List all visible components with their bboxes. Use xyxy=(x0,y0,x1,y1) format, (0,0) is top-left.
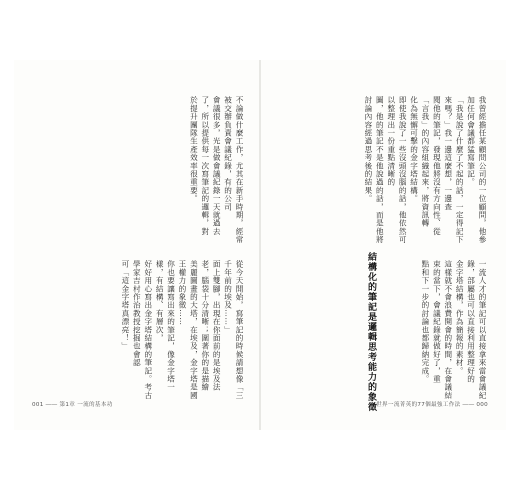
right-page xyxy=(261,60,506,430)
right-page-bottom-paragraph: 一流人才的筆記可以直接拿來當會議紀錄，部屬也可以直接利用整理好的 金字塔結構，作為簡報的素材。 這樣就不會浪費開會的時間，在會議結束的當下，會議紀錄就做好了，重 點和下一步的討論也都歸納完成。 xyxy=(420,260,487,400)
right-page-top-paragraph: 我曾經擔任某顧問公司的一位顧問，他參加任何會議都猛寫筆記。 「我是說了什麼了不起的話，一定得記下來嗎？」我一邊這麼想，一邊查 閱他的筆記，發現他將沒有方向性、從「言我」的內容組織起來，將資訊轉 化為無懈可擊的金字塔結構。 即使我說了一些沒頭沒腦的話，他依然可以整理出一份重點清晰的 圖，他的筆記不是他說過的話，而是他將討論內容經過思考後的結果。 xyxy=(363,96,487,244)
book-spread xyxy=(14,60,506,430)
left-page-footer: 001 ―― 第1章 一流的基本功 xyxy=(32,402,113,408)
left-page xyxy=(14,60,259,430)
left-page-bottom-paragraph: 從今天開始，寫筆記的時候請想像「三千年前的埃及……」 面上雙腳，出現在你面前的是埃及法老，腦袋十分清晰；圍著你的是描繪 美麗圖畫的大塔，在埃及，金字塔是國王權力的象徵…… 你也要讓寫出來的筆記，像金字塔一樣，有結構、有層次， 好好用心寫出金字塔結構的筆記。考古學家吉村作治教授挖掘也會認 可「這金字塔真漂亮！」 xyxy=(120,260,244,400)
left-page-top-paragraph: 不論做什麼工作，尤其在新手時期，經常被交辦負責會議紀錄，有的公司 會議很多，光是做會議紀錄一天就過去了，所以提供每一次寫筆記的邏輯，對 於提升團隊生產效率很重要。 xyxy=(189,96,244,244)
right-page-footer: 世界一流菁英的77個最強工作法 ―― 000 xyxy=(376,402,488,408)
section-heading: 結構化的筆記是邏輯思考能力的象徵 xyxy=(366,252,376,412)
